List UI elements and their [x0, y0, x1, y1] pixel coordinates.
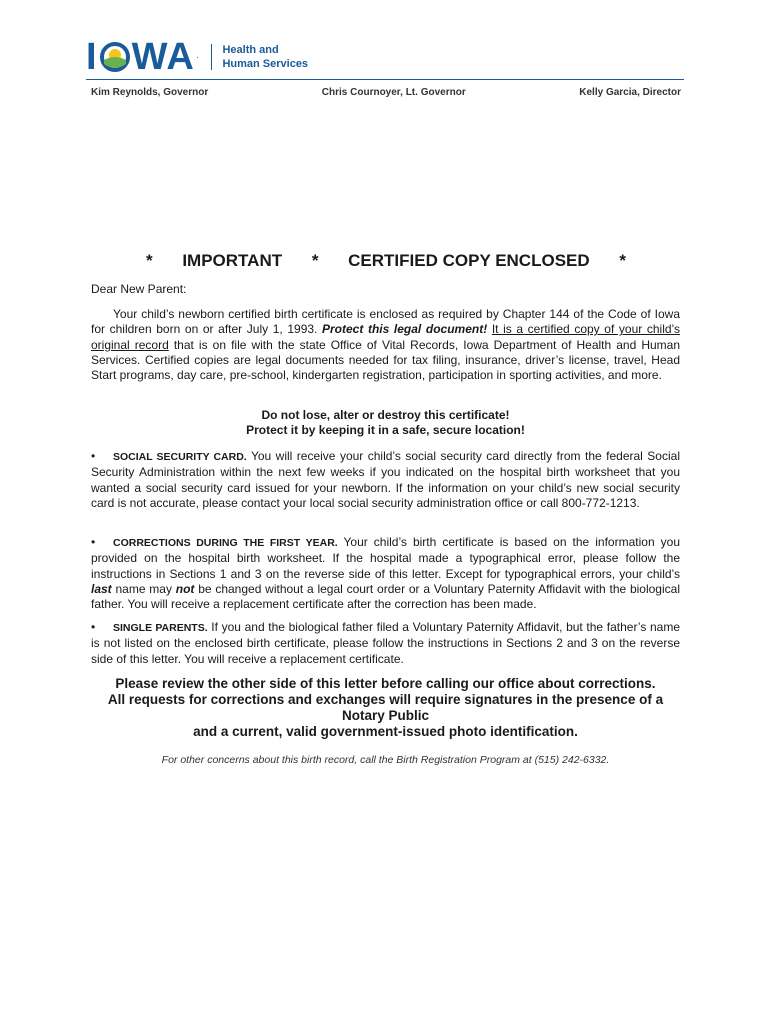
corr-text3: be changed without a legal court order or a Voluntary Paternity Affidavit with the biological father. You will receive a replacement certificate after the correction has been made.	[91, 581, 680, 612]
director-name: Kelly Garcia, Director	[579, 87, 681, 98]
ssc-text: You will receive your child’s social security card directly from the federal Social Security Administration within the next few weeks if you indicated on the hospital birth worksheet that you wanted a social security card issued for your newborn. If the information on your child’s new social security card is not accurate, please contact your local social security administration office or call 800-772-1213.	[91, 449, 680, 510]
logo-wordmark	[86, 36, 200, 78]
important-banner	[146, 251, 626, 271]
corr-last: last	[91, 581, 112, 596]
contact-note: For other concerns about this birth record, call the Birth Registration Program at (515) 242-6332.	[161, 754, 610, 766]
bullet-dot-icon: •	[91, 535, 96, 549]
logo-sub-line1: Health and	[222, 44, 279, 56]
bullet-single-parents	[91, 620, 680, 667]
ssc-title: SOCIAL SECURITY CARD.	[113, 451, 247, 463]
single-text: If you and the biological father filed a Voluntary Paternity Affidavit, but the father’s name is not listed on the enclosed birth certificate, please follow the instructions in Sections 2 and 3 on the reverse side of this letter. You will receive a replacement certificate.	[91, 620, 680, 666]
banner-certified: CERTIFIED COPY ENCLOSED	[348, 251, 590, 270]
bullet-dot-icon: •	[91, 620, 96, 634]
officials-row	[91, 87, 681, 98]
review-notice	[91, 676, 680, 740]
intro-part1: Your child’s newborn certified birth certificate is enclosed as required by Chapter 144 of the Code of Iowa for children born on or after July 1, 1993.	[91, 307, 680, 337]
bullet-corrections	[91, 535, 680, 612]
review-line3: and a current, valid government-issued photo identification.	[193, 724, 578, 739]
bullet-social-security	[91, 449, 680, 511]
banner-important: IMPORTANT	[182, 251, 283, 270]
banner-star-1: *	[146, 251, 153, 270]
bullet-dot-icon: •	[91, 449, 96, 463]
intro-part2: that is on file with the state Office of Vital Records, Iowa Department of Health and Human Services. Certified copies are legal documents needed for tax filing, insurance, driver’s license, travel, Head Start programs, day care, pre-school, kindergarten registration, participation in sporting activities, and more.	[91, 337, 680, 383]
intro-underlined: It is a certified copy of your child’s original record	[91, 322, 680, 352]
logo-department	[222, 43, 308, 71]
review-line1: Please review the other side of this letter before calling our office about corrections.	[115, 676, 656, 691]
lt-governor-name: Chris Cournoyer, Lt. Governor	[321, 87, 466, 98]
intro-paragraph	[91, 307, 680, 383]
logo-trademark: .	[196, 54, 200, 60]
logo-letters-wa: WA	[131, 36, 195, 78]
banner-star-2: *	[311, 251, 319, 270]
salutation: Dear New Parent:	[91, 282, 187, 296]
banner-star-3: *	[619, 251, 626, 270]
corr-not: not	[175, 581, 195, 596]
governor-name: Kim Reynolds, Governor	[91, 87, 209, 98]
warning-line2: Protect it by keeping it in a safe, secure location!	[246, 423, 525, 437]
single-title: SINGLE PARENTS.	[113, 622, 208, 634]
logo-sub-line2: Human Services	[222, 58, 309, 70]
logo-letter-i: I	[86, 36, 98, 78]
iowa-hhs-logo	[86, 36, 309, 78]
corr-text1: Your child’s birth certificate is based on the information you provided on the hospital birth worksheet. If the hospital made a typographical error, please follow the instructions in Sections 1 and 3 on the reverse side of this letter. Except for typographical errors, your child’s	[91, 535, 680, 581]
warning-line1: Do not lose, alter or destroy this certificate!	[261, 408, 510, 422]
corr-title: CORRECTIONS DURING THE FIRST YEAR.	[113, 537, 338, 549]
warning-block	[91, 408, 680, 438]
logo-divider	[211, 44, 212, 70]
review-line2: All requests for corrections and exchanges will require signatures in the presence of a Notary Public	[107, 692, 664, 723]
intro-emphasis: Protect this legal document!	[322, 322, 488, 337]
corr-text2: name may	[111, 581, 176, 596]
logo-sun-icon	[100, 42, 130, 72]
header-rule	[86, 79, 684, 80]
